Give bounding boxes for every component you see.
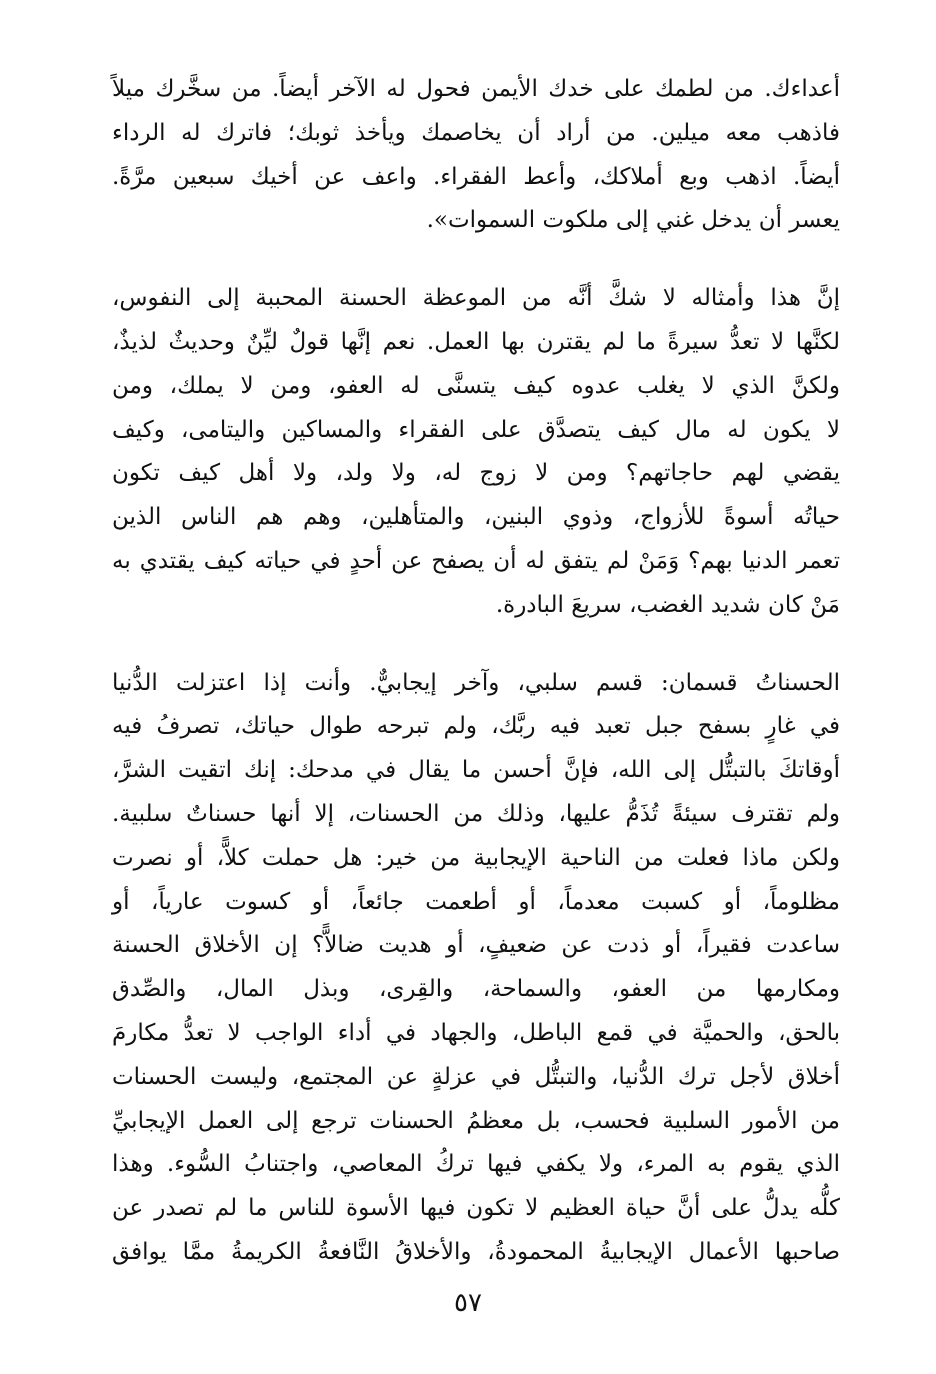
text-line: بالحق، والحميَّة في قمع الباطل، والجهاد في أداء الواجب لا تعدُّ مكارمَ xyxy=(112,1019,840,1046)
text-line: في غارٍ بسفح جبل تعبد فيه ربَّك، ولم تبرحه طوال حياتك، تصرفُ فيه xyxy=(112,713,840,740)
text-line: لا يكون له مال كيف يتصدَّق على الفقراء والمساكين واليتامى، وكيف xyxy=(112,416,840,443)
text-line: ولكنَّ الذي لا يغلب عدوه كيف يتسنَّى له العفو، ومن لا يملك، ومن xyxy=(112,372,840,399)
text-line: مظلوماً، أو كسبت معدماً، أو أطعمت جائعاً، أو كسوت عارياً، أو xyxy=(112,888,840,915)
text-line: حياتُه أسوةً للأزواج، وذوي البنين، والمتأهلين، وهم هم الناس الذين xyxy=(112,504,840,531)
text-line: الذي يقوم به المرء، ولا يكفي فيها تركُ المعاصي، واجتنابُ السُّوء. وهذا xyxy=(112,1151,840,1178)
text-line: ساعدت فقيراً، أو ذدت عن ضعيفٍ، أو هديت ضالاًّ؟ إن الأخلاق الحسنة xyxy=(112,932,840,959)
text-line: أعداءك. من لطمك على خدك الأيمن فحول له الآخر أيضاً. من سخَّرك ميلاً xyxy=(112,76,840,102)
text-line: أخلاق لأجل ترك الدُّنيا، والتبتُّل في عزلةٍ عن المجتمع، وليست الحسنات xyxy=(112,1063,840,1090)
text-line: يقضي لهم حاجاتهم؟ ومن لا زوج له، ولا ولد، ولا أهل كيف تكون xyxy=(112,460,840,487)
text-line: أيضاً. اذهب وبع أملاكك، وأعط الفقراء. واعف عن أخيك سبعين مرَّةً. xyxy=(112,163,840,190)
page-number: ٥٧ xyxy=(454,1288,482,1318)
text-line: كلُّه يدلُّ على أنَّ حياة العظيم لا تكون فيها الأسوة للناس ما لم تصدر عن xyxy=(112,1195,840,1222)
text-line: ولم تقترف سيئةً تُذَمُّ عليها، وذلك من الحسنات، إلا أنها حسناتٌ سلبية. xyxy=(112,800,840,827)
page-body xyxy=(112,68,840,1275)
text-line: مَنْ كان شديد الغضب، سريعَ البادرة. xyxy=(495,591,840,618)
text-line: يعسر أن يدخل غني إلى ملكوت السموات». xyxy=(426,207,840,234)
text-line: ولكن ماذا فعلت من الناحية الإيجابية من خير: هل حملت كلاًّ، أو نصرت xyxy=(112,844,840,871)
text-line: إنَّ هذا وأمثاله لا شكَّ أنَّه من الموعظة الحسنة المحببة إلى النفوس، xyxy=(112,285,840,312)
paragraph-2 xyxy=(112,277,840,627)
paragraph-gap xyxy=(112,628,840,662)
text-line: أوقاتكَ بالتبتُّل إلى الله، فإنَّ أحسن ما يقال في مدحك: إنك اتقيت الشرَّ، xyxy=(112,757,840,784)
text-line: الحسناتُ قسمان: قسم سلبي، وآخر إيجابيٌّ. وأنت إذا اعتزلت الدُّنيا xyxy=(112,669,840,696)
paragraph-gap xyxy=(112,243,840,277)
text-line: من الأمور السلبية فحسب، بل معظمُ الحسنات ترجع إلى العمل الإيجابيِّ xyxy=(112,1107,840,1134)
paragraph-3 xyxy=(112,662,840,1275)
text-line: ومكارمها من العفو، والسماحة، والقِرى، وبذل المال، والصِّدق xyxy=(112,976,840,1003)
text-line: تعمر الدنيا بهم؟ وَمَنْ لم يتفق له أن يصفح عن أحدٍ في حياته كيف يقتدي به xyxy=(112,547,840,574)
text-line: صاحبها الأعمال الإيجابيةُ المحمودةُ، والأخلاقُ النَّافعةُ الكريمةُ ممَّا يوافق xyxy=(112,1238,840,1265)
text-line: لكنَّها لا تعدُّ سيرةً ما لم يقترن بها العمل. نعم إنَّها قولٌ ليِّنٌ وحديثٌ لذيذٌ، xyxy=(112,328,840,355)
text-line: فاذهب معه ميلين. من أراد أن يخاصمك ويأخذ ثوبك؛ فاترك له الرداء xyxy=(112,119,840,146)
paragraph-1 xyxy=(112,68,840,243)
